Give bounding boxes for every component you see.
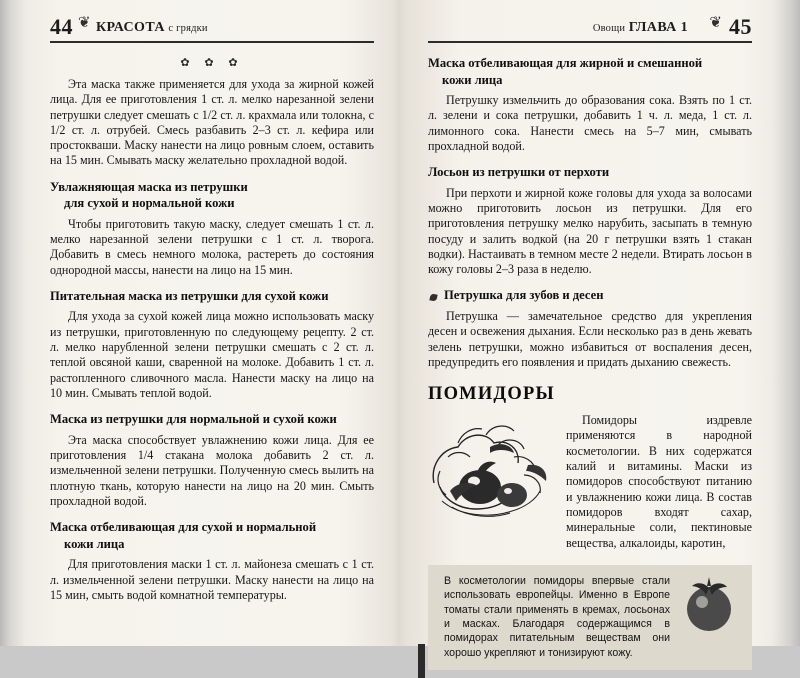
paragraph-normal-dry-mask: Эта маска способствует увлажнению кожи лица. Для ее приготовления 1/4 стакана молока добавить 2 ст. л. измельченной зелени петрушки. Полученную смесь вылить на плотную ткань, которую нанести на лицо на 20 мин. Смыть прохладной водой.	[50, 432, 374, 508]
intro-paragraph: Эта маска также применяется для ухода за жирной кожей лица. Для ее приготовления 1 ст. л. мелко нарезанной зелени петрушки следует смешать с 1/2 ст. л. крахмала или толокна, с 1/2 ст. л. отрубей. Смесь разбавить 2–3 ст. л. кефира или простокваши. Маску нанести на лицо ровным слоем, оставить на 15 мин. Смывать маску желательно прохладной водой.	[50, 77, 374, 168]
subheading-moisturizing-mask-line1: Увлажняющая маска из петрушки	[50, 179, 248, 194]
left-header-title	[96, 20, 208, 36]
right-running-head	[428, 12, 752, 46]
callout-accent-bar	[418, 644, 425, 678]
paragraph-whitening-mask: Для приготовления маски 1 ст. л. майонеза смешать с 1 ст. л. измельченной зелени петрушки. Маску нанести на лицо на 15 мин, смыть водой комнатной температуры.	[50, 557, 374, 602]
header-rule-right	[428, 41, 752, 43]
left-header-title-tail: с грядки	[168, 23, 208, 34]
paragraph-moisturizing-mask: Чтобы приготовить такую маску, следует смешать 1 ст. л. мелко нарезанной зелени петрушки с 1 ст. л. творога. Добавить в смесь немного молока, растереть до состояния однородной массы, нанести на лицо на 15 мин.	[50, 216, 374, 277]
subheading-parsley-teeth-gums: Петрушка для зубов и десен	[428, 288, 752, 304]
page-number-right: 45	[729, 14, 752, 39]
subheading-nourishing-mask: Питательная маска из петрушки для сухой кожи	[50, 288, 329, 303]
paragraph-parsley-teeth-gums: Петрушка — замечательное средство для укрепления десен и освежения дыхания. Если несколько раз в день жевать зелень петрушки, можно избавиться от воспаления десен, предупредить его появления и придать дыханию свежесть.	[428, 308, 752, 369]
chapter-title-tomatoes: ПОМИДОРЫ	[428, 384, 555, 405]
subheading-normal-dry-mask: Маска из петрушки для нормальной и сухой кожи	[50, 412, 337, 427]
paragraph-tomatoes-intro: Помидоры издревле применяются в народной косметологии. В них содержатся калий и витамины. Маски из помидоров способствуют питанию и увлажнению кожи лица. В состав помидоров входят сахар, минеральные соли, пектиновые вещества, алкалоиды, каротин,	[566, 413, 752, 550]
right-header-title	[593, 20, 688, 36]
paragraph-nourishing-mask: Для ухода за сухой кожей лица можно использовать маску из петрушки, приготовленную по следующему рецепту. 2 ст. л. мелко нарубленной зелени петрушки смешать с 2 ст. л. теплой овсяной каши, сваренной на молоке. Добавить 1 ст. л. растопленного сливочного масла. Нанести маску на лицо на 10 мин. Смывать теплой водой.	[50, 309, 374, 400]
subheading-whitening-mask-line2: кожи лица	[64, 536, 125, 551]
page-number-left: 44	[50, 14, 73, 39]
left-running-head	[50, 12, 374, 46]
header-rule-left	[50, 41, 374, 43]
leaf-ornament-icon: ❦	[78, 15, 91, 31]
paragraph-whitening-oily: Петрушку измельчить до образования сока. Взять по 1 ст. л. зелени и сока петрушки, добавить 1 ч. л. меда, 1 ст. л. лимонного сока. Нанести смесь на 5–7 мин, смывать прохладной водой.	[428, 93, 752, 153]
subheading-whitening-oily-line1: Маска отбеливающая для жирной и смешанной	[428, 56, 703, 70]
left-page	[14, 12, 400, 634]
subheading-whitening-mask-line1: Маска отбеливающая для сухой и нормальной	[50, 520, 317, 535]
right-header-pre: Овощи	[592, 23, 626, 34]
left-header-title-main: КРАСОТА	[96, 20, 165, 35]
subheading-whitening-oily-line2: кожи лица	[442, 72, 503, 87]
spread-columns	[14, 12, 786, 659]
tomato-icon	[678, 574, 740, 636]
vegetables-illustration	[428, 413, 556, 535]
subheading-lotion-dandruff: Лосьон из петрушки от перхоти	[428, 165, 610, 180]
callout-box-tomato-history	[428, 565, 752, 670]
leaf-ornament-icon-right: ❦	[709, 15, 722, 31]
callout-text: В косметологии помидоры впервые стали использовать европейцы. Именно в Европе томаты стали применять в кремах, лосьонах и масках. Благодаря содержащимся в помидорах питательным веществам они хорошо укрепляют и тонизируют кожу.	[444, 574, 670, 659]
paragraph-lotion-dandruff: При перхоти и жирной коже головы для ухода за волосами можно приготовить лосьон из петрушки. Для его приготовления петрушку мелко нарубить, засыпать в темную посуду и залить водкой (на 20 г петрушки взять 1 стакан водки). Настаивать в темном месте 2 недели. Втирать лосьон в кожу головы 2–3 раза в неделю.	[428, 185, 752, 277]
right-header-chapter: ГЛАВА 1	[628, 20, 688, 35]
subheading-moisturizing-mask-line2: для сухой и нормальной кожи	[64, 196, 235, 211]
section-divider-stars: ✿ ✿ ✿	[180, 57, 244, 69]
tomato-illustration-block	[428, 413, 752, 553]
right-page	[400, 12, 786, 659]
